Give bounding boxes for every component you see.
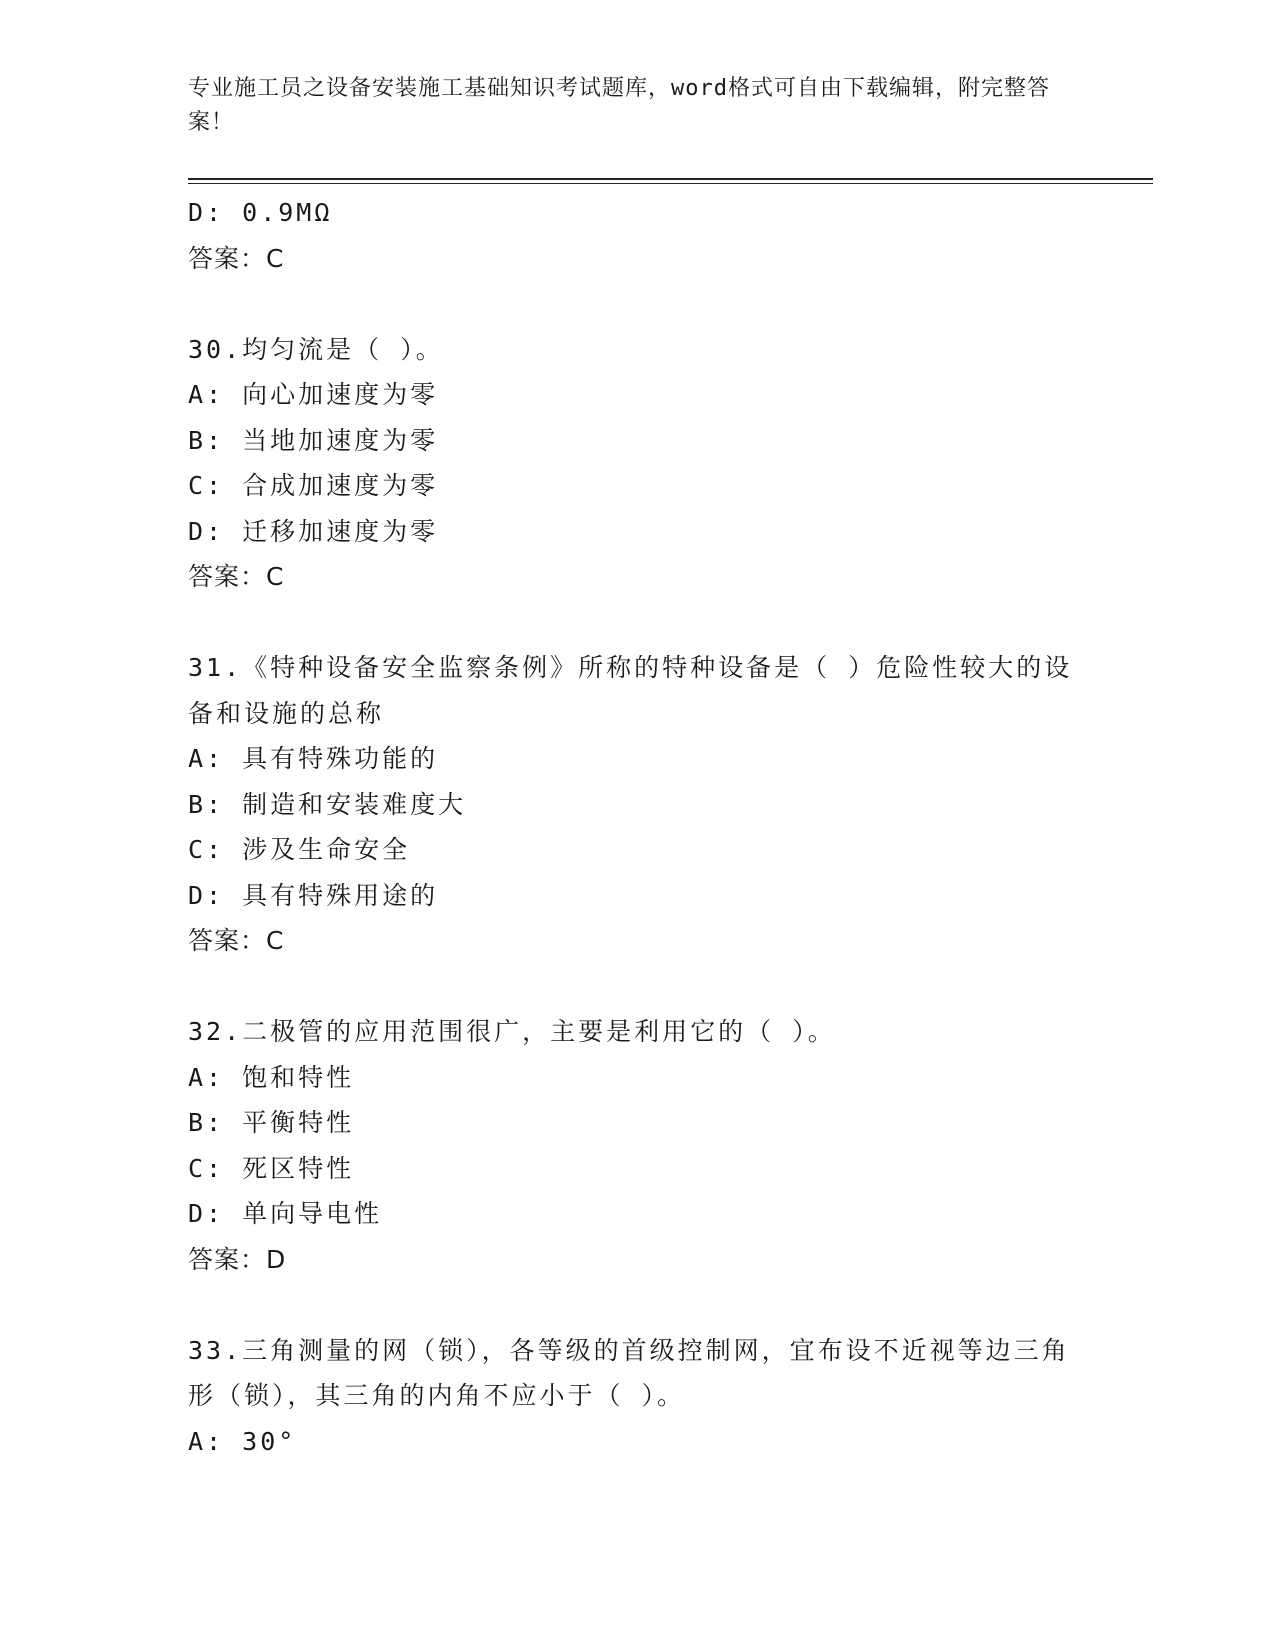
option-d: D: 迁移加速度为零 [188,516,439,546]
page-header: 专业施工员之设备安装施工基础知识考试题库，word格式可自由下载编辑，附完整答案！ [188,76,1050,135]
question-32 [188,1009,1088,1282]
spacer [188,964,1088,1010]
question-30 [188,327,1088,600]
answer-line: 答案：C [188,926,285,955]
option-c: C: 死区特性 [188,1153,355,1183]
answer-line: 答案：D [188,1244,287,1274]
header-rule-thick [188,178,1153,180]
answer-line: 答案：C [188,562,285,591]
header-rule-thin [188,183,1153,184]
option-d: D: 具有特殊用途的 [188,880,439,910]
option-d: D: 0.9MΩ [188,198,333,227]
question-stem: 30.均匀流是（ ）。 [188,334,444,364]
answer-line: 答案：C [188,243,285,273]
question-31 [188,645,1088,964]
option-a: A: 饱和特性 [188,1062,355,1092]
spacer [188,600,1088,646]
option-b: B: 平衡特性 [188,1108,355,1137]
option-a: A: 具有特殊功能的 [188,744,439,773]
spacer [188,1282,1088,1328]
option-a: A: 30° [188,1426,297,1456]
question-33 [188,1328,1088,1465]
option-c: C: 涉及生命安全 [188,835,411,864]
question-stem: 31.《特种设备安全监察条例》所称的特种设备是（ ）危险性较大的设备和设施的总称 [188,653,1073,728]
option-b: B: 制造和安装难度大 [188,789,467,819]
question-content [188,190,1088,1464]
option-d: D: 单向导电性 [188,1199,383,1228]
question-stem: 33.三角测量的网（锁），各等级的首级控制网，宜布设不近视等边三角形（锁），其三角的内角不应小于（ ）。 [188,1335,1070,1410]
option-b: B: 当地加速度为零 [188,425,439,455]
spacer [188,281,1088,327]
option-c: C: 合成加速度为零 [188,471,439,500]
question-stem: 32.二极管的应用范围很广，主要是利用它的（ ）。 [188,1017,836,1046]
option-a: A: 向心加速度为零 [188,380,439,409]
